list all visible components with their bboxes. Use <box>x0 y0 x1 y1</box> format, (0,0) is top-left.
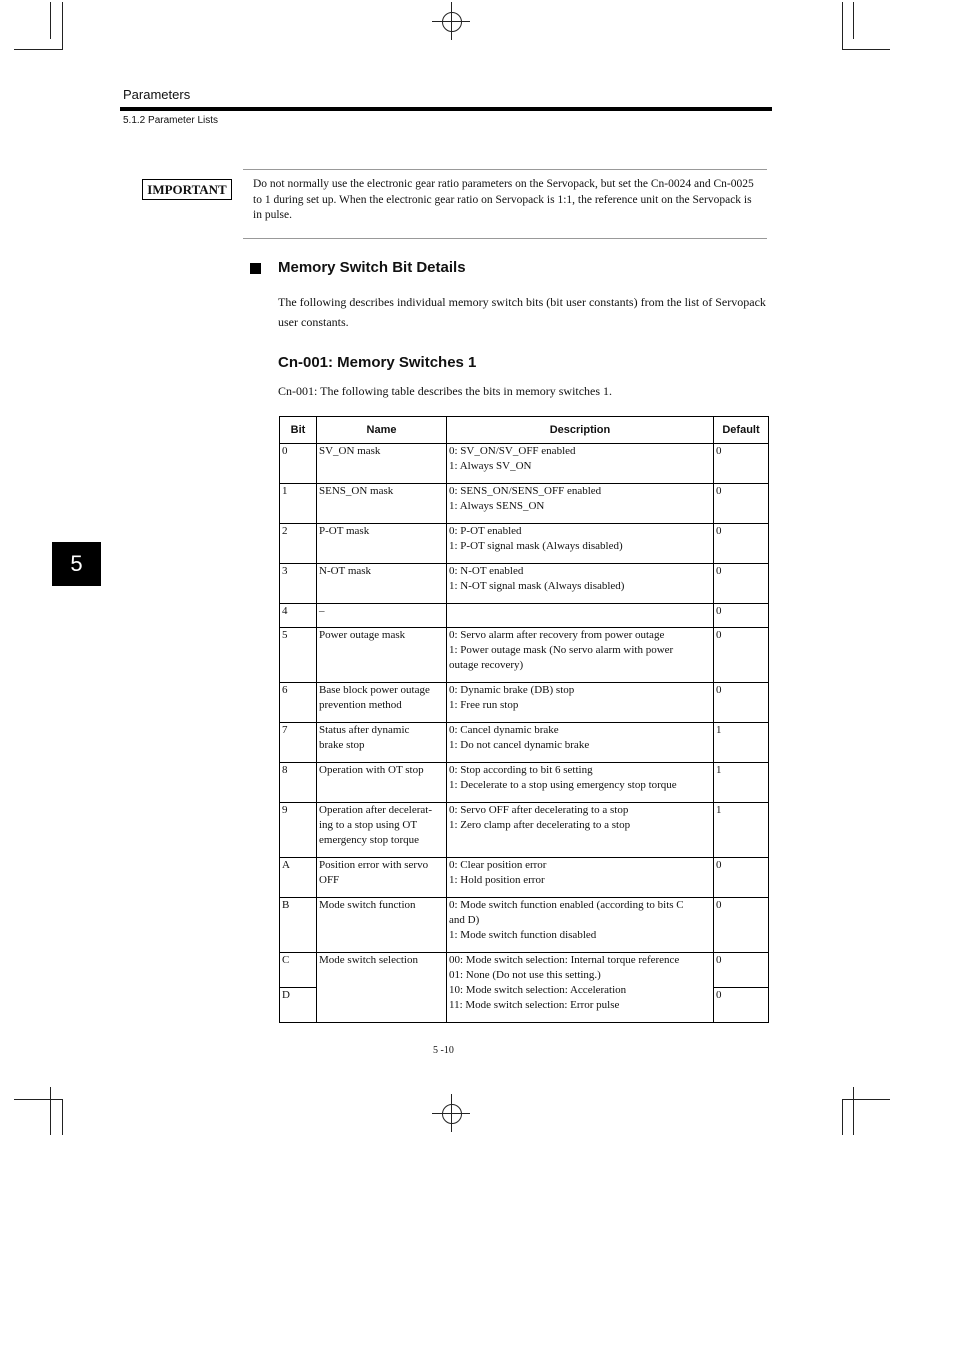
table-row <box>280 858 769 898</box>
cell-description-line: 1: Power outage mask (No servo alarm with power <box>449 644 674 656</box>
cell-name-line: OFF <box>319 874 340 886</box>
cell-bit: D <box>280 988 317 1023</box>
cell-default: 0 <box>714 858 769 898</box>
cell-name-line: Mode switch function <box>319 899 416 911</box>
cell-bit: B <box>280 898 317 953</box>
memory-switch-table <box>279 416 769 1023</box>
cell-description <box>447 763 714 803</box>
crop-mark <box>842 49 890 50</box>
note-divider <box>243 169 767 170</box>
chapter-tab: 5 <box>52 542 101 586</box>
cell-description-line: 0: Servo alarm after recovery from power outage <box>449 629 665 641</box>
cell-name-line: P-OT mask <box>319 525 370 537</box>
crop-mark <box>842 1099 890 1100</box>
cell-name <box>317 858 447 898</box>
cell-description-line: 1: Hold position error <box>449 874 545 886</box>
section-bullet-icon <box>250 263 261 274</box>
cell-bit: 2 <box>280 524 317 564</box>
cell-description <box>447 564 714 604</box>
column-header-name: Name <box>317 417 447 444</box>
cell-bit: 4 <box>280 604 317 628</box>
cell-bit: 1 <box>280 484 317 524</box>
cell-description-line: 0: Dynamic brake (DB) stop <box>449 684 575 696</box>
crop-mark <box>62 2 63 50</box>
cell-name-line: N-OT mask <box>319 565 372 577</box>
cell-name <box>317 683 447 723</box>
cell-name-line: Operation after decelerat- <box>319 804 432 816</box>
cell-name-line: emergency stop torque <box>319 834 419 846</box>
important-label: IMPORTANT <box>142 179 232 200</box>
column-header-default: Default <box>714 417 769 444</box>
cell-description-line: 0: Stop according to bit 6 setting <box>449 764 593 776</box>
cell-description-line: and D) <box>449 914 480 926</box>
cell-description-line: 0: P-OT enabled <box>449 525 522 537</box>
crop-mark <box>842 2 843 50</box>
cell-default: 0 <box>714 988 769 1023</box>
cell-default: 0 <box>714 604 769 628</box>
table-row <box>280 763 769 803</box>
section-body: The following describes individual memory switch bits (bit user constants) from the list of Servopack user constants. <box>278 295 766 329</box>
cell-description-line: 0: Cancel dynamic brake <box>449 724 559 736</box>
table-row <box>280 484 769 524</box>
crop-mark <box>842 1099 843 1135</box>
table-header-row <box>280 417 769 444</box>
cell-description <box>447 723 714 763</box>
cell-description-line: 0: SV_ON/SV_OFF enabled <box>449 445 576 457</box>
cell-description-line: 1: Zero clamp after decelerating to a stop <box>449 819 631 831</box>
note-divider <box>243 238 767 239</box>
cell-description-line: 0: SENS_ON/SENS_OFF enabled <box>449 485 602 497</box>
subsection-title: Cn-001: Memory Switches 1 <box>278 354 477 371</box>
column-header-description: Description <box>447 417 714 444</box>
section-title: Memory Switch Bit Details <box>278 259 466 276</box>
cell-description-line: 1: P-OT signal mask (Always disabled) <box>449 540 623 552</box>
crop-mark <box>853 1087 854 1135</box>
cell-description <box>447 484 714 524</box>
table-row <box>280 604 769 628</box>
table-row <box>280 524 769 564</box>
cell-default: 0 <box>714 524 769 564</box>
cell-default: 0 <box>714 683 769 723</box>
cell-description-line: 1: Mode switch function disabled <box>449 929 597 941</box>
crop-mark <box>14 49 62 50</box>
cell-name <box>317 484 447 524</box>
table-row <box>280 683 769 723</box>
cell-name <box>317 524 447 564</box>
cell-name-line: Power outage mask <box>319 629 406 641</box>
page-number: 5 -10 <box>433 1045 454 1056</box>
cell-description <box>447 803 714 858</box>
cell-bit: 7 <box>280 723 317 763</box>
cell-bit: 5 <box>280 628 317 683</box>
registration-mark-icon <box>442 1104 462 1124</box>
table-row <box>280 898 769 953</box>
cell-description <box>447 628 714 683</box>
crop-mark <box>50 1087 51 1135</box>
cell-description-line: 10: Mode switch selection: Acceleration <box>449 984 627 996</box>
cell-name <box>317 763 447 803</box>
cell-bit: 6 <box>280 683 317 723</box>
cell-name <box>317 604 447 628</box>
cell-description-line: 1: Do not cancel dynamic brake <box>449 739 590 751</box>
running-header-title: Parameters <box>123 87 191 102</box>
cell-name-line: Base block power outage <box>319 684 430 696</box>
table-row <box>280 628 769 683</box>
cell-name <box>317 564 447 604</box>
cell-description <box>447 604 714 628</box>
cell-name <box>317 803 447 858</box>
cell-description-line: 1: Free run stop <box>449 699 519 711</box>
cell-default: 0 <box>714 484 769 524</box>
cell-description-line: 0: Clear position error <box>449 859 547 871</box>
cell-name <box>317 898 447 953</box>
cell-bit: 9 <box>280 803 317 858</box>
table-row <box>280 723 769 763</box>
important-text: Do not normally use the electronic gear ratio parameters on the Servopack, but set the Cn-0024 and Cn-0025 to 1 during set up. When the electronic gear ratio on Servopack is 1:1, the reference unit on the Servopack is in pulse. <box>253 178 754 221</box>
cell-name-line: Position error with servo <box>319 859 429 871</box>
cell-description-line: 11: Mode switch selection: Error pulse <box>449 999 620 1011</box>
cell-default: 1 <box>714 763 769 803</box>
cell-default: 0 <box>714 564 769 604</box>
cell-name-line: SENS_ON mask <box>319 485 394 497</box>
cell-bit: A <box>280 858 317 898</box>
cell-default: 0 <box>714 628 769 683</box>
cell-description-line: 1: Decelerate to a stop using emergency stop torque <box>449 779 677 791</box>
cell-bit: 0 <box>280 444 317 484</box>
cell-name-line: brake stop <box>319 739 365 751</box>
cell-name-line: ing to a stop using OT <box>319 819 418 831</box>
cell-name <box>317 628 447 683</box>
cell-description-line: 1: Always SV_ON <box>449 460 532 472</box>
cell-name <box>317 444 447 484</box>
cell-description <box>447 444 714 484</box>
registration-mark <box>451 2 452 40</box>
running-header-subsection: 5.1.2 Parameter Lists <box>123 115 219 126</box>
registration-mark-icon <box>442 12 462 32</box>
cell-description-line: 00: Mode switch selection: Internal torque reference <box>449 954 680 966</box>
subsection-body: Cn-001: The following table describes the bits in memory switches 1. <box>278 384 613 398</box>
cell-default: 0 <box>714 444 769 484</box>
cell-description-line: 1: Always SENS_ON <box>449 500 545 512</box>
column-header-bit: Bit <box>280 417 317 444</box>
cell-name-line: prevention method <box>319 699 402 711</box>
cell-description-line: 01: None (Do not use this setting.) <box>449 969 601 981</box>
crop-mark <box>62 1099 63 1135</box>
cell-description-line: 1: N-OT signal mask (Always disabled) <box>449 580 625 592</box>
cell-description <box>447 683 714 723</box>
cell-name: Mode switch selection <box>317 953 447 1023</box>
cell-description-line: 0: Servo OFF after decelerating to a stop <box>449 804 629 816</box>
registration-mark <box>451 1094 452 1132</box>
cell-bit: 3 <box>280 564 317 604</box>
cell-default: 1 <box>714 723 769 763</box>
cell-bit: 8 <box>280 763 317 803</box>
crop-mark <box>853 2 854 39</box>
cell-name-line: Operation with OT stop <box>319 764 424 776</box>
cell-description <box>447 524 714 564</box>
cell-description-line: outage recovery) <box>449 659 524 671</box>
cell-description <box>447 953 714 1023</box>
cell-default: 0 <box>714 898 769 953</box>
cell-description-line: 0: N-OT enabled <box>449 565 524 577</box>
cell-name-line: SV_ON mask <box>319 445 381 457</box>
cell-default: 1 <box>714 803 769 858</box>
cell-name-line: – <box>319 605 325 617</box>
cell-default: 0 <box>714 953 769 988</box>
table-row <box>280 564 769 604</box>
cell-name <box>317 723 447 763</box>
header-rule <box>120 107 772 111</box>
cell-description-line: 0: Mode switch function enabled (according to bits C <box>449 899 684 911</box>
table-row <box>280 953 769 988</box>
cell-bit: C <box>280 953 317 988</box>
cell-description <box>447 858 714 898</box>
crop-mark <box>50 2 51 39</box>
cell-name-line: Status after dynamic <box>319 724 410 736</box>
table-row <box>280 444 769 484</box>
cell-description <box>447 898 714 953</box>
crop-mark <box>14 1099 62 1100</box>
table-row <box>280 803 769 858</box>
